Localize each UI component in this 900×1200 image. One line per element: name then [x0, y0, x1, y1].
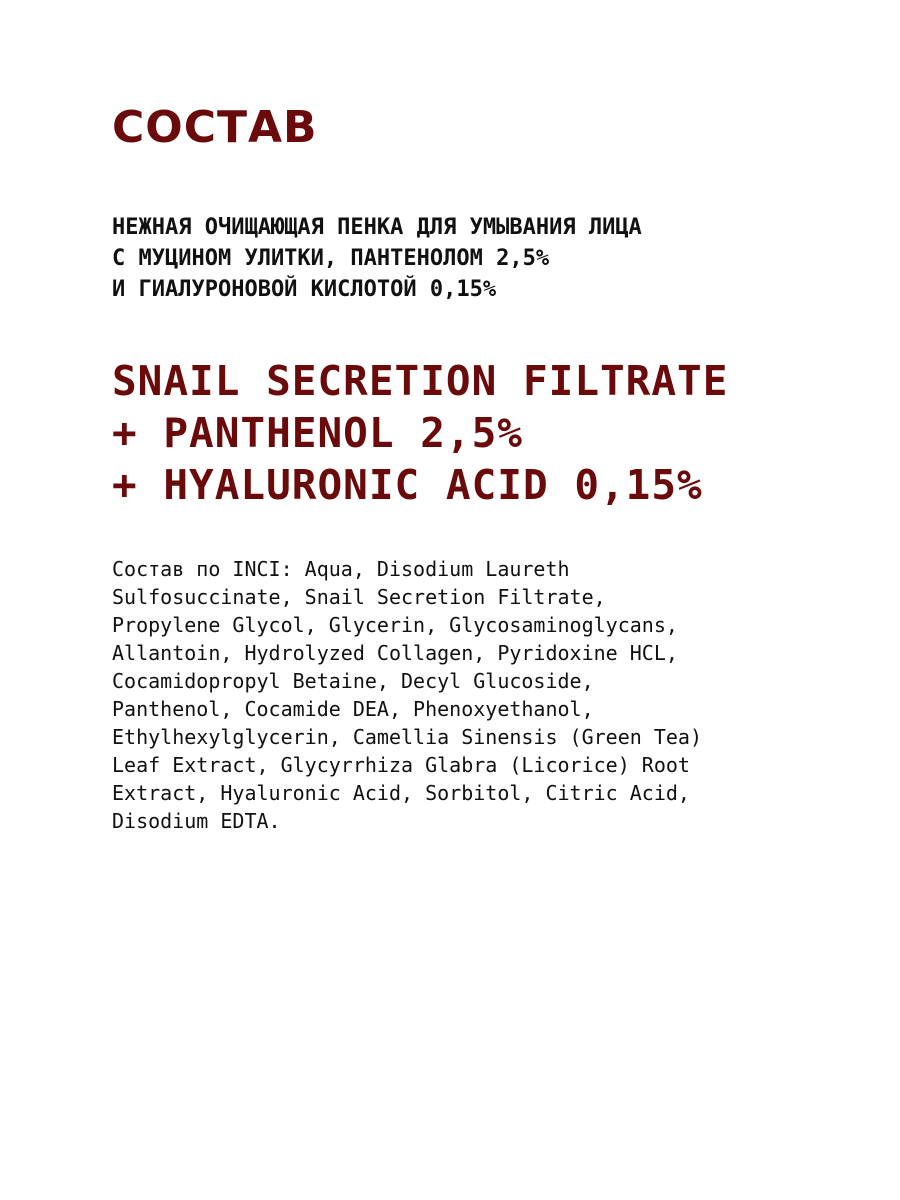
key-ingredient-line: + HYALURONIC ACID 0,15%	[112, 461, 703, 509]
page-title: СОСТАВ	[112, 102, 318, 153]
product-description-line: НЕЖНАЯ ОЧИЩАЮЩАЯ ПЕНКА ДЛЯ УМЫВАНИЯ ЛИЦА	[112, 215, 642, 240]
inci-line: Extract, Hyaluronic Acid, Sorbitol, Citric Acid,	[112, 781, 690, 805]
key-ingredients-headline	[112, 355, 728, 511]
inci-line: Состав по INCI: Aqua, Disodium Laureth	[112, 557, 570, 581]
inci-ingredients-list	[112, 555, 702, 835]
inci-line: Allantoin, Hydrolyzed Collagen, Pyridoxine HCL,	[112, 641, 678, 665]
inci-line: Cocamidopropyl Betaine, Decyl Glucoside,	[112, 669, 594, 693]
inci-line: Propylene Glycol, Glycerin, Glycosaminoglycans,	[112, 613, 678, 637]
inci-line: Ethylhexylglycerin, Camellia Sinensis (Green Tea)	[112, 725, 703, 749]
inci-line: Disodium EDTA.	[112, 809, 281, 833]
inci-line: Sulfosuccinate, Snail Secretion Filtrate,	[112, 585, 606, 609]
inci-line: Panthenol, Cocamide DEA, Phenoxyethanol,	[112, 697, 594, 721]
product-description-line: И ГИАЛУРОНОВОЙ КИСЛОТОЙ 0,15%	[112, 277, 497, 302]
key-ingredient-line: SNAIL SECRETION FILTRATE	[112, 357, 729, 405]
product-description	[112, 212, 642, 305]
inci-line: Leaf Extract, Glycyrrhiza Glabra (Licorice) Root	[112, 753, 690, 777]
product-description-line: С МУЦИНОМ УЛИТКИ, ПАНТЕНОЛОМ 2,5%	[112, 246, 550, 271]
key-ingredient-line: + PANTHENOL 2,5%	[112, 409, 523, 457]
